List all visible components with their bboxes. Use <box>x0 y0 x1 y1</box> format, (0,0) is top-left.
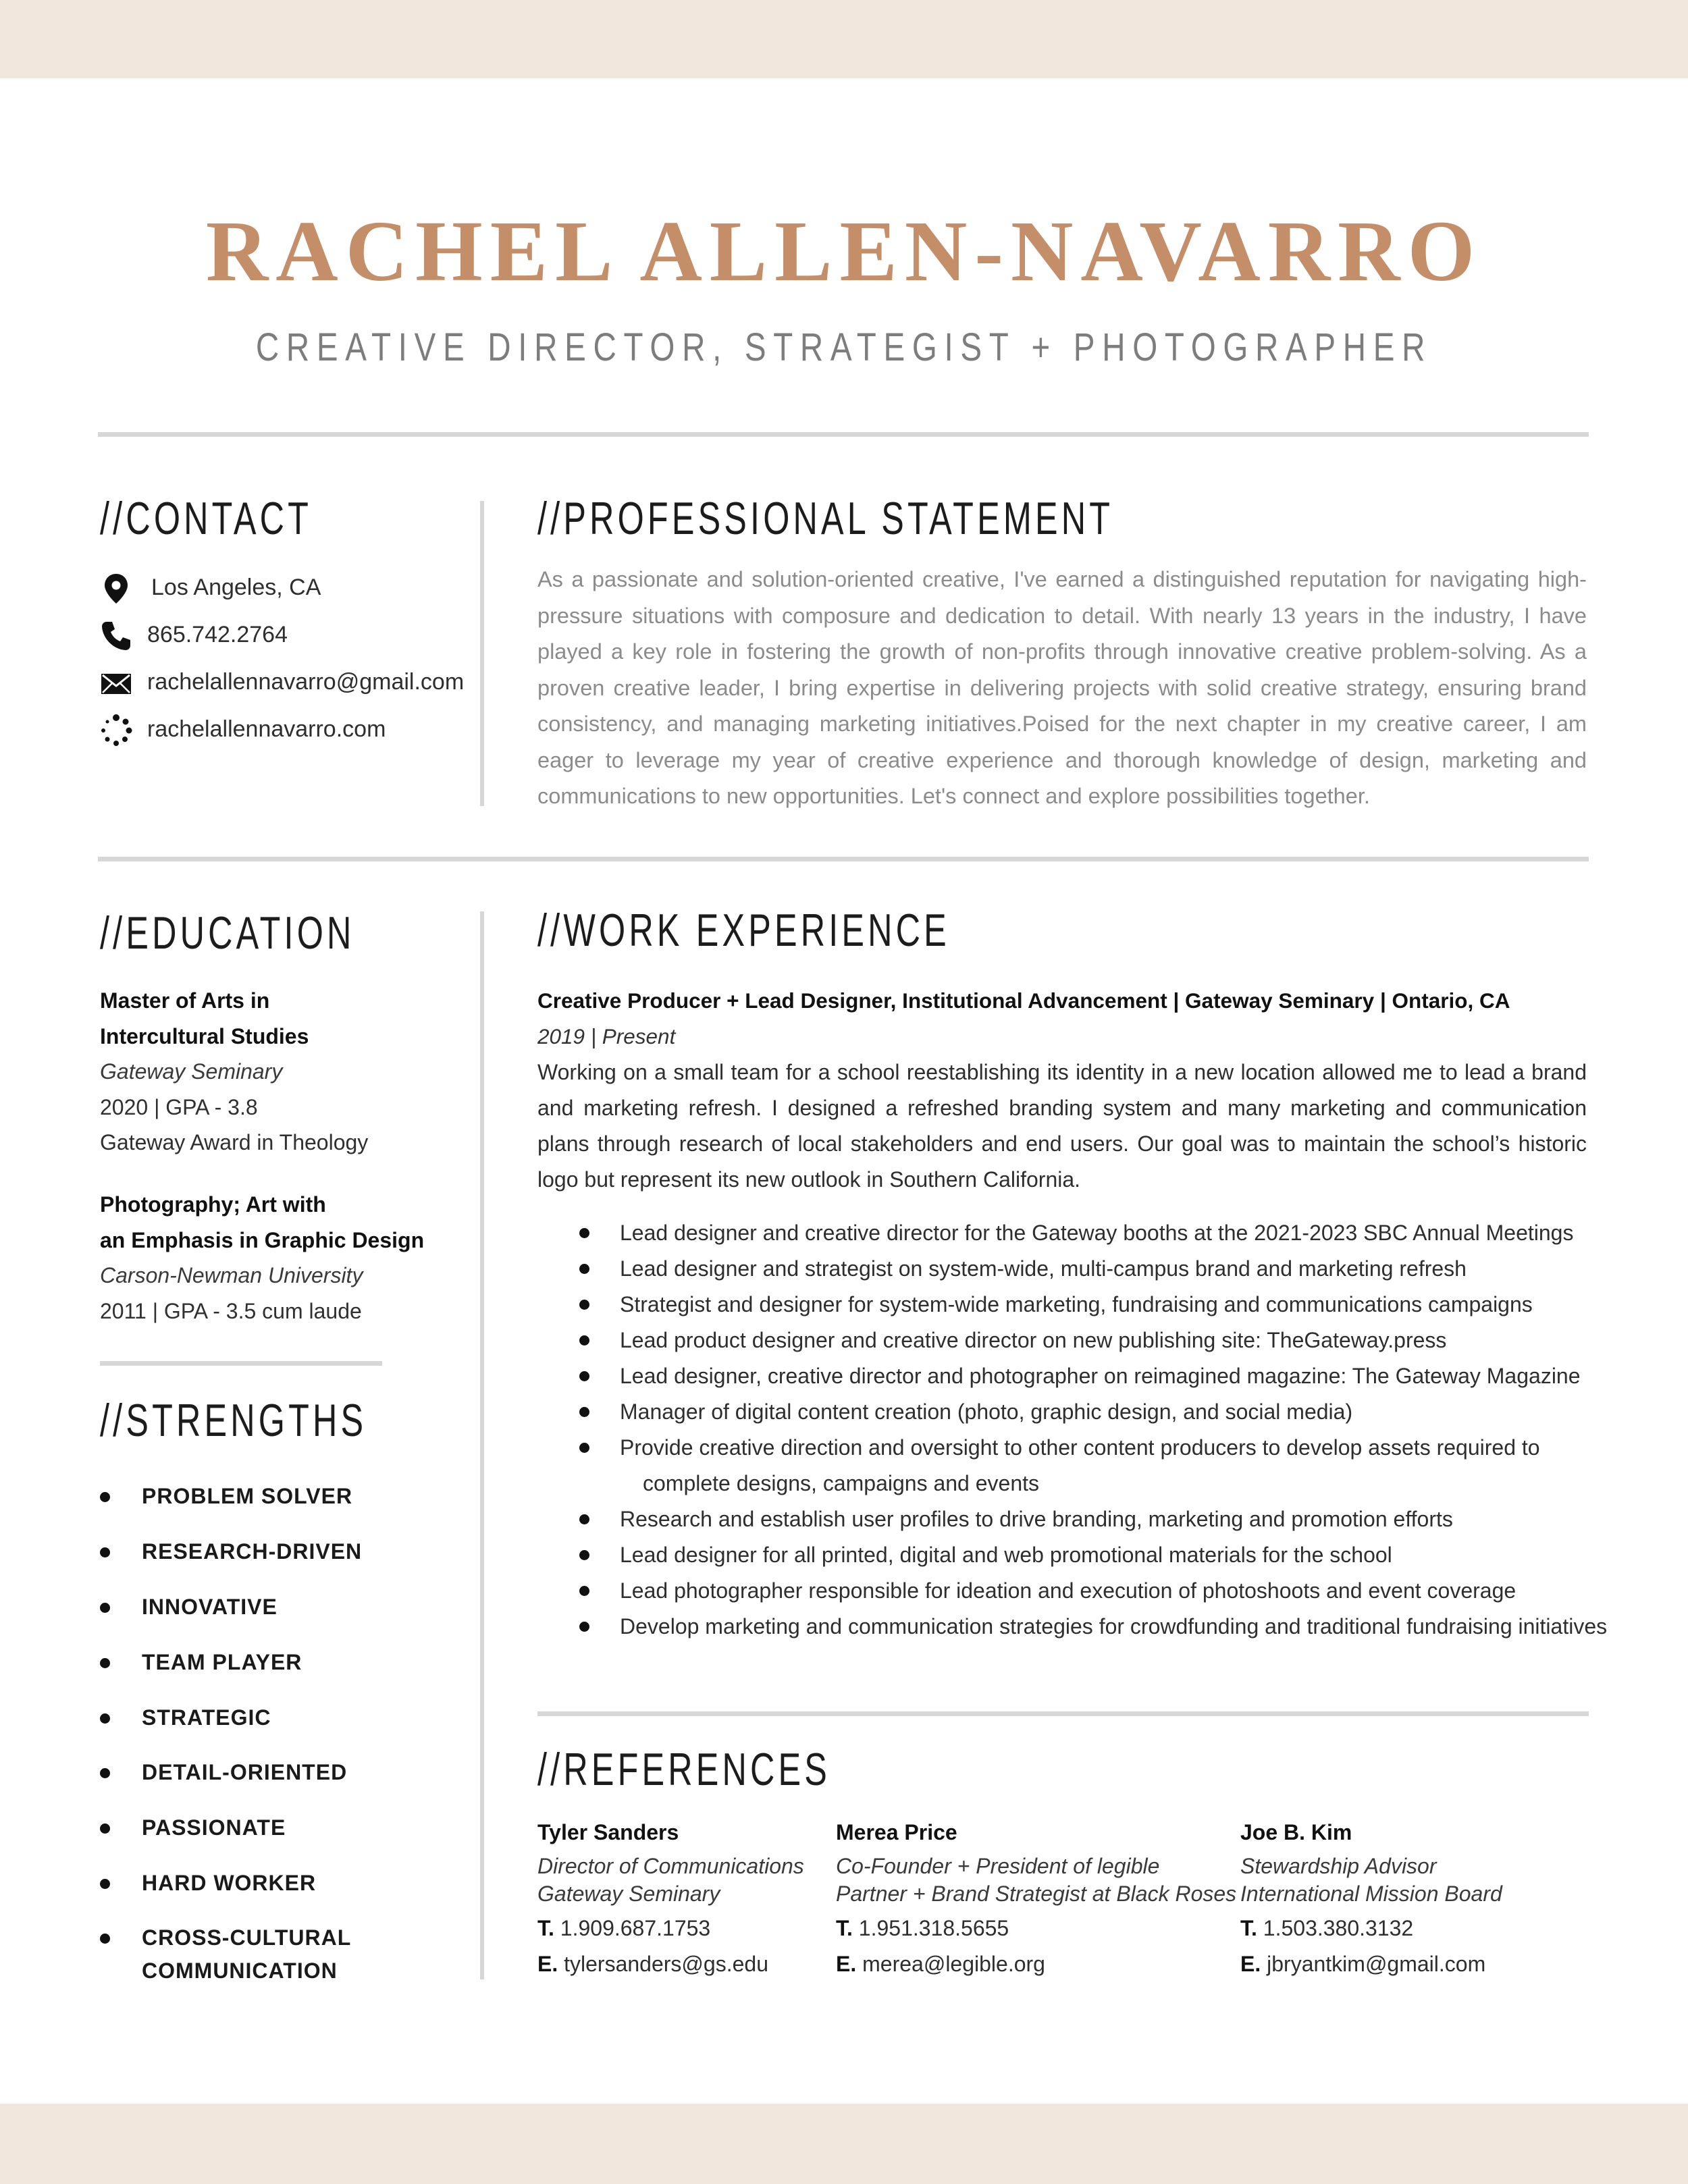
divider-education <box>100 1361 382 1366</box>
reference-phone: T. 1.503.380.3132 <box>1240 1916 1414 1940</box>
bullet-dot <box>100 1879 110 1889</box>
bullet-dot <box>100 1934 110 1944</box>
contact-heading: //CONTACT <box>100 493 313 544</box>
contact-website-text[interactable]: rachelallennavarro.com <box>147 716 386 742</box>
reference-email: E. jbryantkim@gmail.com <box>1240 1952 1486 1976</box>
bullet-dot <box>579 1264 589 1274</box>
education-entry <box>100 1187 478 1329</box>
contact-phone-text[interactable]: 865.742.2764 <box>147 622 288 647</box>
website-icon <box>100 714 132 747</box>
resume-name: RACHEL ALLEN-NAVARRO <box>205 203 1483 299</box>
list-item: Lead designer, creative director and photographer on reimagined magazine: The Gateway Magazine <box>537 1358 1631 1394</box>
resume-subtitle: CREATIVE DIRECTOR, STRATEGIST + PHOTOGRAPHER <box>255 325 1433 369</box>
reference-phone: T. 1.909.687.1753 <box>537 1916 711 1940</box>
bullet-dot <box>579 1586 589 1596</box>
reference-card <box>836 1815 1236 1982</box>
strengths-heading: //STRENGTHS <box>100 1395 367 1446</box>
list-item: Strategist and designer for system-wide marketing, fundraising and communications campaigns <box>537 1287 1631 1323</box>
divider-references <box>537 1711 1589 1716</box>
degree-line: Intercultural Studies <box>100 1023 309 1048</box>
job-title: Creative Producer + Lead Designer, Institutional Advancement | Gateway Seminary | Ontario, CA <box>537 988 1510 1013</box>
bullet-dot <box>579 1550 589 1560</box>
bullet-dot <box>579 1335 589 1346</box>
job-dates: 2019 | Present <box>537 1024 676 1048</box>
bullet-dot <box>100 1547 110 1557</box>
degree-line: an Emphasis in Graphic Design <box>100 1227 425 1252</box>
list-item: Manager of digital content creation (photo, graphic design, and social media) <box>537 1394 1631 1430</box>
education-heading: //EDUCATION <box>100 907 355 959</box>
contact-website <box>100 709 478 749</box>
bullet-dot <box>100 1713 110 1724</box>
reference-phone: T. 1.951.318.5655 <box>836 1916 1009 1940</box>
bullet-dot <box>579 1443 589 1453</box>
reference-org: Partner + Brand Strategist at Black Roses <box>836 1882 1237 1906</box>
email-icon <box>100 667 132 699</box>
work-heading: //WORK EXPERIENCE <box>537 905 950 956</box>
education-entry <box>100 983 478 1161</box>
job-description: Working on a small team for a school reestablishing its identity in a new location allowed me to lead a brand and marketing refresh. I designed a refreshed branding system and many marketing and communication plans through research of local stakeholders and end users. Our goal was to maintain the school’s historic logo but represent its new outlook in Southern California. <box>537 1060 1587 1192</box>
education-details: 2020 | GPA - 3.8 <box>100 1094 258 1119</box>
reference-name: Joe B. Kim <box>1240 1820 1352 1844</box>
bullet-dot <box>579 1300 589 1310</box>
statement-heading: //PROFESSIONAL STATEMENT <box>537 493 1114 544</box>
bullet-dot <box>579 1514 589 1524</box>
list-item: Lead designer and creative director for the Gateway booths at the 2021-2023 SBC Annual Meetings <box>537 1215 1631 1251</box>
list-item: Lead designer for all printed, digital and web promotional materials for the school <box>537 1537 1631 1573</box>
education-details: 2011 | GPA - 3.5 cum laude <box>100 1298 362 1323</box>
reference-email: E. tylersanders@gs.edu <box>537 1952 768 1976</box>
bullet-dot <box>100 1768 110 1778</box>
strength-line: CROSS-CULTURAL <box>142 1925 352 1950</box>
bullet-dot <box>579 1228 589 1238</box>
column-divider-lower <box>480 911 484 1979</box>
contact-email <box>100 662 478 702</box>
reference-name: Tyler Sanders <box>537 1820 679 1844</box>
reference-org: Gateway Seminary <box>537 1882 720 1906</box>
divider-top <box>98 432 1589 437</box>
list-item: Provide creative direction and oversight to other content producers to develop assets required to complete designs, campaigns and events <box>537 1430 1631 1501</box>
bullet-dot <box>579 1622 589 1632</box>
contact-location <box>100 567 478 608</box>
phone-icon <box>100 620 132 652</box>
bullet-dot <box>579 1371 589 1381</box>
list-item: Lead photographer responsible for ideation and execution of photoshoots and event coverage <box>537 1573 1631 1609</box>
reference-role: Director of Communications <box>537 1854 804 1878</box>
bullet-dot <box>579 1407 589 1417</box>
contact-phone <box>100 614 478 655</box>
location-pin-icon <box>100 572 132 605</box>
list-item-continuation: complete designs, campaigns and events <box>643 1471 1040 1495</box>
degree-line: Photography; Art with <box>100 1192 326 1217</box>
reference-role: Stewardship Advisor <box>1240 1854 1437 1878</box>
bullet-dot <box>100 1658 110 1668</box>
strength-line: COMMUNICATION <box>142 1959 338 1983</box>
reference-role: Co-Founder + President of legible <box>836 1854 1160 1878</box>
statement-text: As a passionate and solution-oriented creative, I've earned a distinguished reputation for navigating high-pressure situations with composure and dedication to detail. With nearly 13 years in the industry, I have played a key role in fostering the growth of non-profits through innovative creative problem-solving. As a proven creative leader, I bring expertise in delivering projects with solid creative strategy, ensuring brand consistency, and managing marketing initiatives.Poised for the next chapter in my creative career, I am eager to leverage my year of creative experience and thorough knowledge of design, marketing and communications to new opportunities. Let's connect and explore possibilities together. <box>537 567 1587 808</box>
divider-middle <box>98 857 1589 861</box>
bullet-dot <box>100 1603 110 1613</box>
education-award: Gateway Award in Theology <box>100 1130 369 1154</box>
list-item: Develop marketing and communication strategies for crowdfunding and traditional fundraising initiatives <box>537 1609 1631 1645</box>
contact-location-text: Los Angeles, CA <box>151 575 321 600</box>
reference-org: International Mission Board <box>1240 1882 1502 1906</box>
column-divider-upper <box>480 501 484 806</box>
school-name: Gateway Seminary <box>100 1059 283 1084</box>
list-item: Lead product designer and creative director on new publishing site: TheGateway.press <box>537 1323 1631 1358</box>
school-name: Carson-Newman University <box>100 1263 363 1287</box>
reference-name: Merea Price <box>836 1820 957 1844</box>
bullet-dot <box>100 1823 110 1834</box>
list-item: Research and establish user profiles to drive branding, marketing and promotion efforts <box>537 1501 1631 1537</box>
reference-email: E. merea@legible.org <box>836 1952 1045 1976</box>
job-bullet-list <box>537 1215 1631 1645</box>
references-heading: //REFERENCES <box>537 1744 831 1795</box>
reference-card <box>537 1815 804 1982</box>
contact-email-text[interactable]: rachelallennavarro@gmail.com <box>147 669 465 695</box>
top-decorative-band <box>0 0 1688 78</box>
bottom-decorative-band <box>0 2104 1688 2184</box>
degree-line: Master of Arts in <box>100 988 270 1013</box>
list-item: Lead designer and strategist on system-wide, multi-campus brand and marketing refresh <box>537 1251 1631 1287</box>
bullet-dot <box>100 1492 110 1502</box>
reference-card <box>1240 1815 1502 1982</box>
